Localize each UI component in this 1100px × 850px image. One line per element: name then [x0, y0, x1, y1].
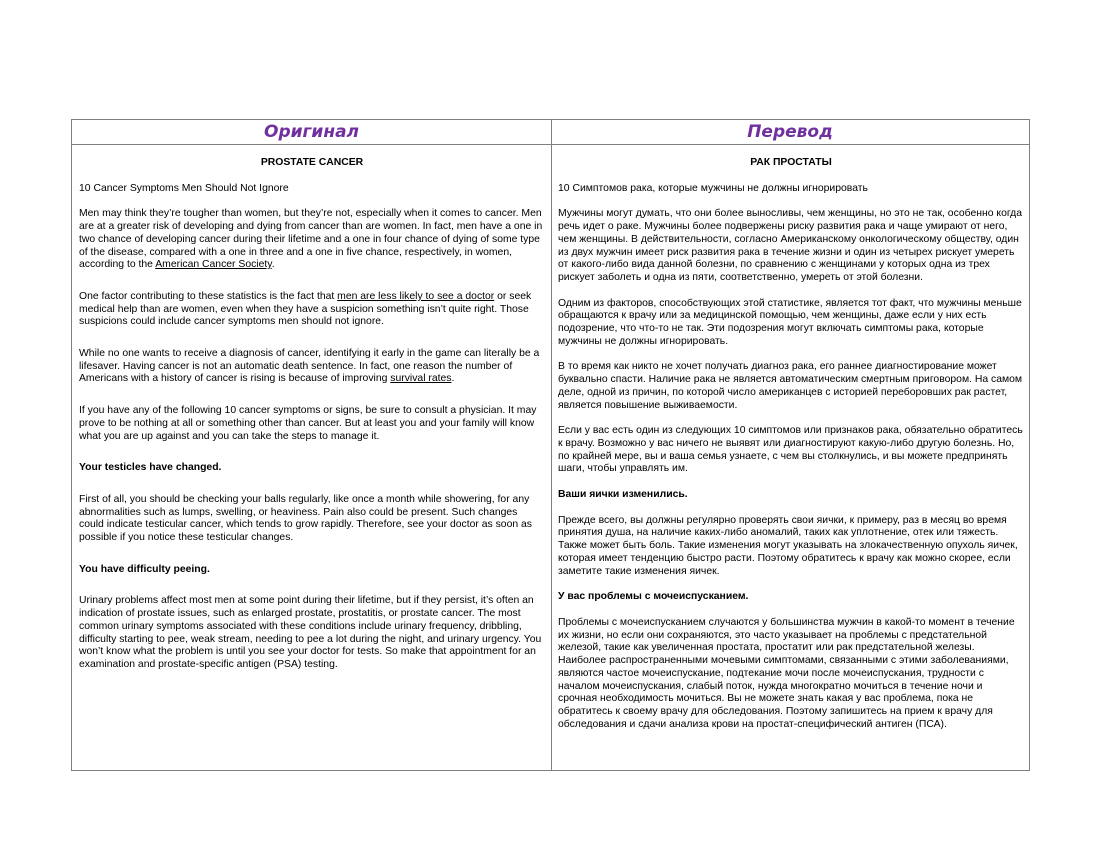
original-heading-peeing: You have difficulty peeing.: [79, 563, 210, 575]
translation-paragraph-6: Проблемы с мочеиспусканием случаются у большинства мужчин в какой-то момент в течение их жизни, но если они сохраняются, это часто указывает на проблемы с предстательной железой, такие как увеличенная простата, простатит или рак предстательной железы. Наиболее распространенными мочевыми симптомами, связанными с этими заболеваниями, являются частое мочеиспускание, подтекание мочи после мочеиспускания, трудности с началом мочеиспускания, слабый поток, нужда многократно мочиться в течение ночи и срочная необходимость мочиться. Вы не можете знать какая у вас проблема, пока не обратитесь к своему врачу для обследования. Поэтому запишитесь на прием к врачу для обследования и сдачи анализа крови на простат-специфический антиген (ПСА).: [558, 616, 1015, 730]
original-paragraph-5: First of all, you should be checking your balls regularly, like once a month while showering, for any abnormalities such as lumps, swelling, or heaviness. Pain also could be present. Such changes could indicate testicular cancer, which tends to grow rapidly. Therefore, see your doctor as soon as possible if you notice these testicular changes.: [79, 493, 533, 544]
original-paragraph-6: Urinary problems affect most men at some point during their lifetime, but if they persist, it’s often an indication of prostate issues, such as enlarged prostate, prostatitis, or prostate cancer. The most common urinary symptoms associated with these conditions include urinary frequency, dribbling, difficulty starting to pee, weak stream, needing to pee a lot during the night, and urinary urgency. You won’t know what the problem is until you see your doctor for tests. So make that appointment for an examination and prostate-specific antigen (PSA) testing.: [79, 595, 542, 670]
paragraph-text: Men may think they’re tougher than women, but they’re not, especially when it comes to cancer. Men are at a greater risk of developing and dying from cancer than are women. In fact, men have a one in two chance of developing cancer during their lifetime and a one in four chance of dying of some type of the disease, compared with a one in three and a one in five chance, respectively, in women, according to the: [79, 208, 543, 271]
paragraph-text: or seek medical help than are women, even when they have a suspicion something isn’t quite right. Those suspicions could include cancer symptoms men should not ignore.: [79, 290, 532, 328]
original-column: [79, 145, 545, 672]
original-paragraph-1: [79, 208, 545, 272]
translation-subtitle: 10 Симптомов рака, которые мужчины не должны игнорировать: [558, 182, 868, 194]
paragraph-text: While no one wants to receive a diagnosis of cancer, identifying it early in the game can literally be a lifesaver. Having cancer is not an automatic death sentence. In fact, one reason the number of Americans with a history of cancer is rising is because of improving: [79, 348, 540, 385]
paragraph-text: .: [451, 373, 455, 385]
translation-paragraph-2: Одним из факторов, способствующих этой статистике, является тот факт, что мужчины меньше обращаются к врачу или за медицинской помощью, чем женщины, даже если у них есть подозрение, что что-то не так. Эти подозрения могут включать симптомы рака, которые мужчины не должны игнорировать.: [558, 297, 1022, 347]
original-title: PROSTATE CANCER: [260, 157, 364, 168]
translation-title: РАК ПРОСТАТЫ: [750, 157, 832, 168]
translation-heading-testicles: Ваши яички изменились.: [558, 489, 688, 501]
original-paragraph-3: [79, 348, 545, 386]
original-subtitle: 10 Cancer Symptoms Men Should Not Ignore: [79, 182, 289, 194]
original-heading-testicles: Your testicles have changed.: [79, 462, 222, 474]
bilingual-table: [71, 119, 1030, 771]
column-divider: [551, 120, 552, 770]
translation-heading-peeing: У вас проблемы с мочеиспусканием.: [558, 591, 749, 603]
paragraph-text: .: [271, 259, 275, 271]
translation-paragraph-5: Прежде всего, вы должны регулярно проверять свои яички, к примеру, раз в месяц во время принятия душа, на наличие каких-либо аномалий, таких как уплотнение, отек или тяжесть. Также может быть боль. Такие изменения могут указывать на злокачественную опухоль яичек, которая имеет тенденцию быстро расти. Поэтому обратитесь к врачу как можно скорее, если заметите такие изменения яичек.: [558, 514, 1018, 577]
original-paragraph-4: If you have any of the following 10 cancer symptoms or signs, be sure to consult a physician. It may prove to be nothing at all or something other than cancer. But at least you and your family will know what you are up against and you can take the steps to manage it.: [79, 405, 537, 442]
header-translation: Перевод: [747, 122, 833, 142]
header-original: Оригинал: [264, 122, 359, 142]
translation-paragraph-1: Мужчины могут думать, что они более выносливы, чем женщины, но это не так, особенно когда речь идет о раке. Мужчины более подвержены риску развития рака и чаще умирают от него, чем женщины. В действительности, согласно Американскому онкологическому обществу, один из двух мужчин имеет риск развития рака в течение жизни и один из четырех рискует умереть от какого-либо вида данной болезни, по сравнению с женщинами у которых одна из трех рискует заболеть и одна из пяти, соответственно, умереть от этой болезни.: [558, 208, 1023, 283]
see-doctor-link[interactable]: men are less likely to see a doctor: [337, 290, 495, 302]
translation-paragraph-3: В то время как никто не хочет получать диагноз рака, его раннее диагностирование может буквально спасти. Наличие рака не является автоматическим смертным приговором. На самом деле, одной из причин, по которой число американцев с историей переборовших рак растет, является повышение выживаемости.: [558, 361, 1023, 411]
translation-column: [558, 145, 1024, 731]
survival-rates-link[interactable]: survival rates: [390, 373, 452, 385]
original-paragraph-2: [79, 291, 545, 329]
translation-paragraph-4: Если у вас есть один из следующих 10 симптомов или признаков рака, обязательно обратитесь к врачу. Возможно у вас ничего не выявят или диагностируют какую-либо другую болезнь. Но, по крайней мере, вы и ваша семья узнаете, с чем вы столкнулись, и вы можете предпринять шаги, чтобы управлять им.: [558, 425, 1023, 475]
american-cancer-society-link[interactable]: American Cancer Society: [155, 259, 272, 271]
paragraph-text: One factor contributing to these statistics is the fact that: [79, 290, 338, 302]
